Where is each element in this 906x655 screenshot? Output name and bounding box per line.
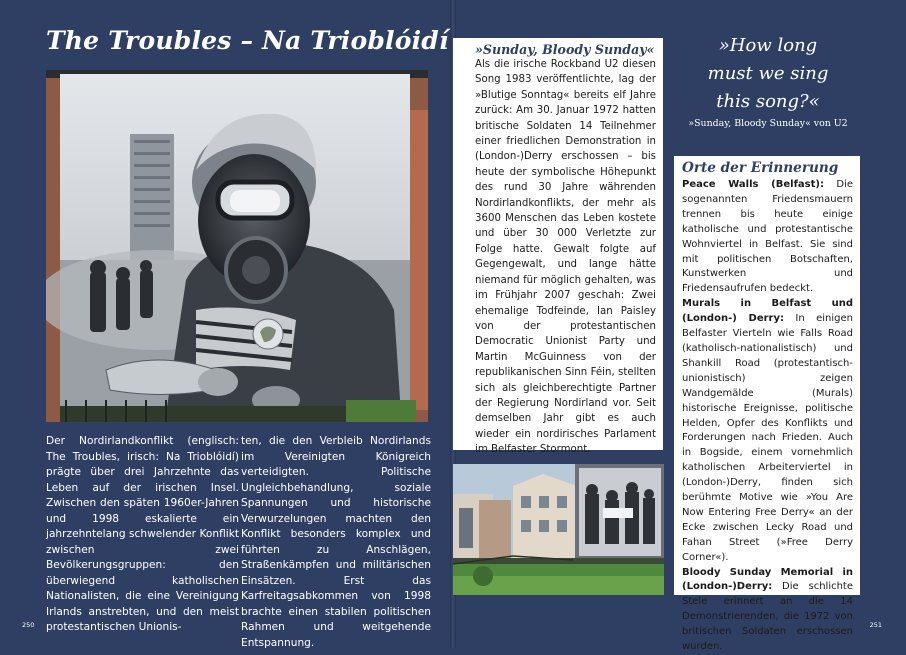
sidebar-text (682, 178, 853, 655)
mural-photo (46, 70, 428, 422)
item-text: Die schlichte Stele erinnert an die 14 Demonstrierenden, die 1972 von britischen Soldaten erschossen wurden. (682, 581, 853, 653)
quote-line: must we sing (707, 63, 829, 84)
sidebar-title: »Sunday, Bloody Sunday« (475, 42, 655, 57)
quote-line: this song?« (716, 91, 820, 112)
quote-line: »How long (718, 35, 818, 56)
sidebar-sunday-bloody-sunday (453, 38, 663, 456)
pull-quote (668, 32, 868, 116)
page-number-left: 250 (22, 621, 35, 629)
item-heading: Murals in Belfast und (London-) Derry: (682, 298, 853, 325)
sidebar-orte-der-erinnerung (674, 153, 860, 653)
gas-mask-mural-image (46, 70, 428, 422)
sidebar-title: Orte der Erinnerung (682, 160, 839, 176)
item-text: Die sogenannten Friedensmauern trennen bis heute einige katholische und protestantische Wohnviertel in Belfast. Sie sind mit politischen Botschaften, Kunstwerken und Friedensaufrufen bedeckt. (682, 179, 853, 295)
sidebar-text: Als die irische Rockband U2 diesen Song 1983 veröffentlichte, lag der »Blutige Sonntag« bereits elf Jahre zurück: Am 30. Januar 1972 hatten britische Soldaten 14 Teilnehmer einer friedlichen Demonstration in (London-)Derry erschossen – bis heute der symbolische Höhepunkt des rund 30 Jahre währenden Nordirlandkonflikts, der mehr als 3600 Menschen das Leben kostete und über 30 000 Verletzte zur Folge hatte. Gewalt folgte auf Gegengewalt, und lange hätte niemand für möglich gehalten, was im Frühjahr 2007 geschah: Zwei ehemalige Todfeinde, Ian Paisley von der protestantischen Democratic Unionist Party und Martin McGuinness von der republikanischen Sinn Féin, stellten sich als gleichberechtigte Partner der Regierung Nordirland vor. Seit demselben Jahr gibt es auch wieder ein nordirisches Parlament im Belfaster Stormont. (475, 59, 656, 456)
derry-street-photo (453, 464, 664, 595)
page-title: The Troubles – Na Trioblóidí (46, 26, 449, 55)
page-number-right: 251 (869, 621, 882, 629)
bogside-photo-image (453, 464, 664, 595)
item-heading: Bloody Sunday Memorial in (London-)Derry: (682, 566, 853, 593)
item-heading: Peace Walls (Belfast): (682, 179, 824, 190)
quote-source: »Sunday, Bloody Sunday« von U2 (688, 118, 848, 129)
body-text-col2: ten, die den Verbleib Nordirlands im Vereinigten Königreich verteidigten. Politische Ungleichbehandlung, soziale Spannungen und historische Verwurzelungen machten den Konflikt besonders komplex und führten zu Anschlägen, Straßenkämpfen und militärischen Einsätzen. Erst das Karfreitagsabkommen von 1998 brachte einen stabilen politischen Rahmen und weitgehende Entspannung. (241, 435, 431, 649)
item-text: In einigen Belfaster Vierteln wie Falls Road (katholisch-nationalistisch) und Shankill Road (protestantisch-unionistisch) zeigen Wandgemälde (Murals) historische Ereignisse, politische Helden, Opfer des Konflikts und Forderungen nach Frieden. Auch in Bogside, einem vornehmlich katholischen Arbeiterviertel in (London-)Derry, finden sich berühmte Motive wie »You Are Now Entering Free Derry« an der Ecke zwischen Lecky Road und Fahan Street (»Free Derry Corner«). (682, 313, 854, 563)
body-text-col1: Der Nordirlandkonflikt (englisch: The Troubles, irisch: Na Trioblóidí) prägte über drei Jahrzehnte das Leben auf der irischen Insel. Zwischen den späten 1960er-Jahren und 1998 eskalierte ein jahrzehntelang schwelender Konflikt zwischen zwei Bevölkerungsgruppen: den überwiegend katholischen Nationalisten, die eine Vereinigung Irlands anstrebten, und den meist protestantischen Unionis- (46, 435, 239, 633)
